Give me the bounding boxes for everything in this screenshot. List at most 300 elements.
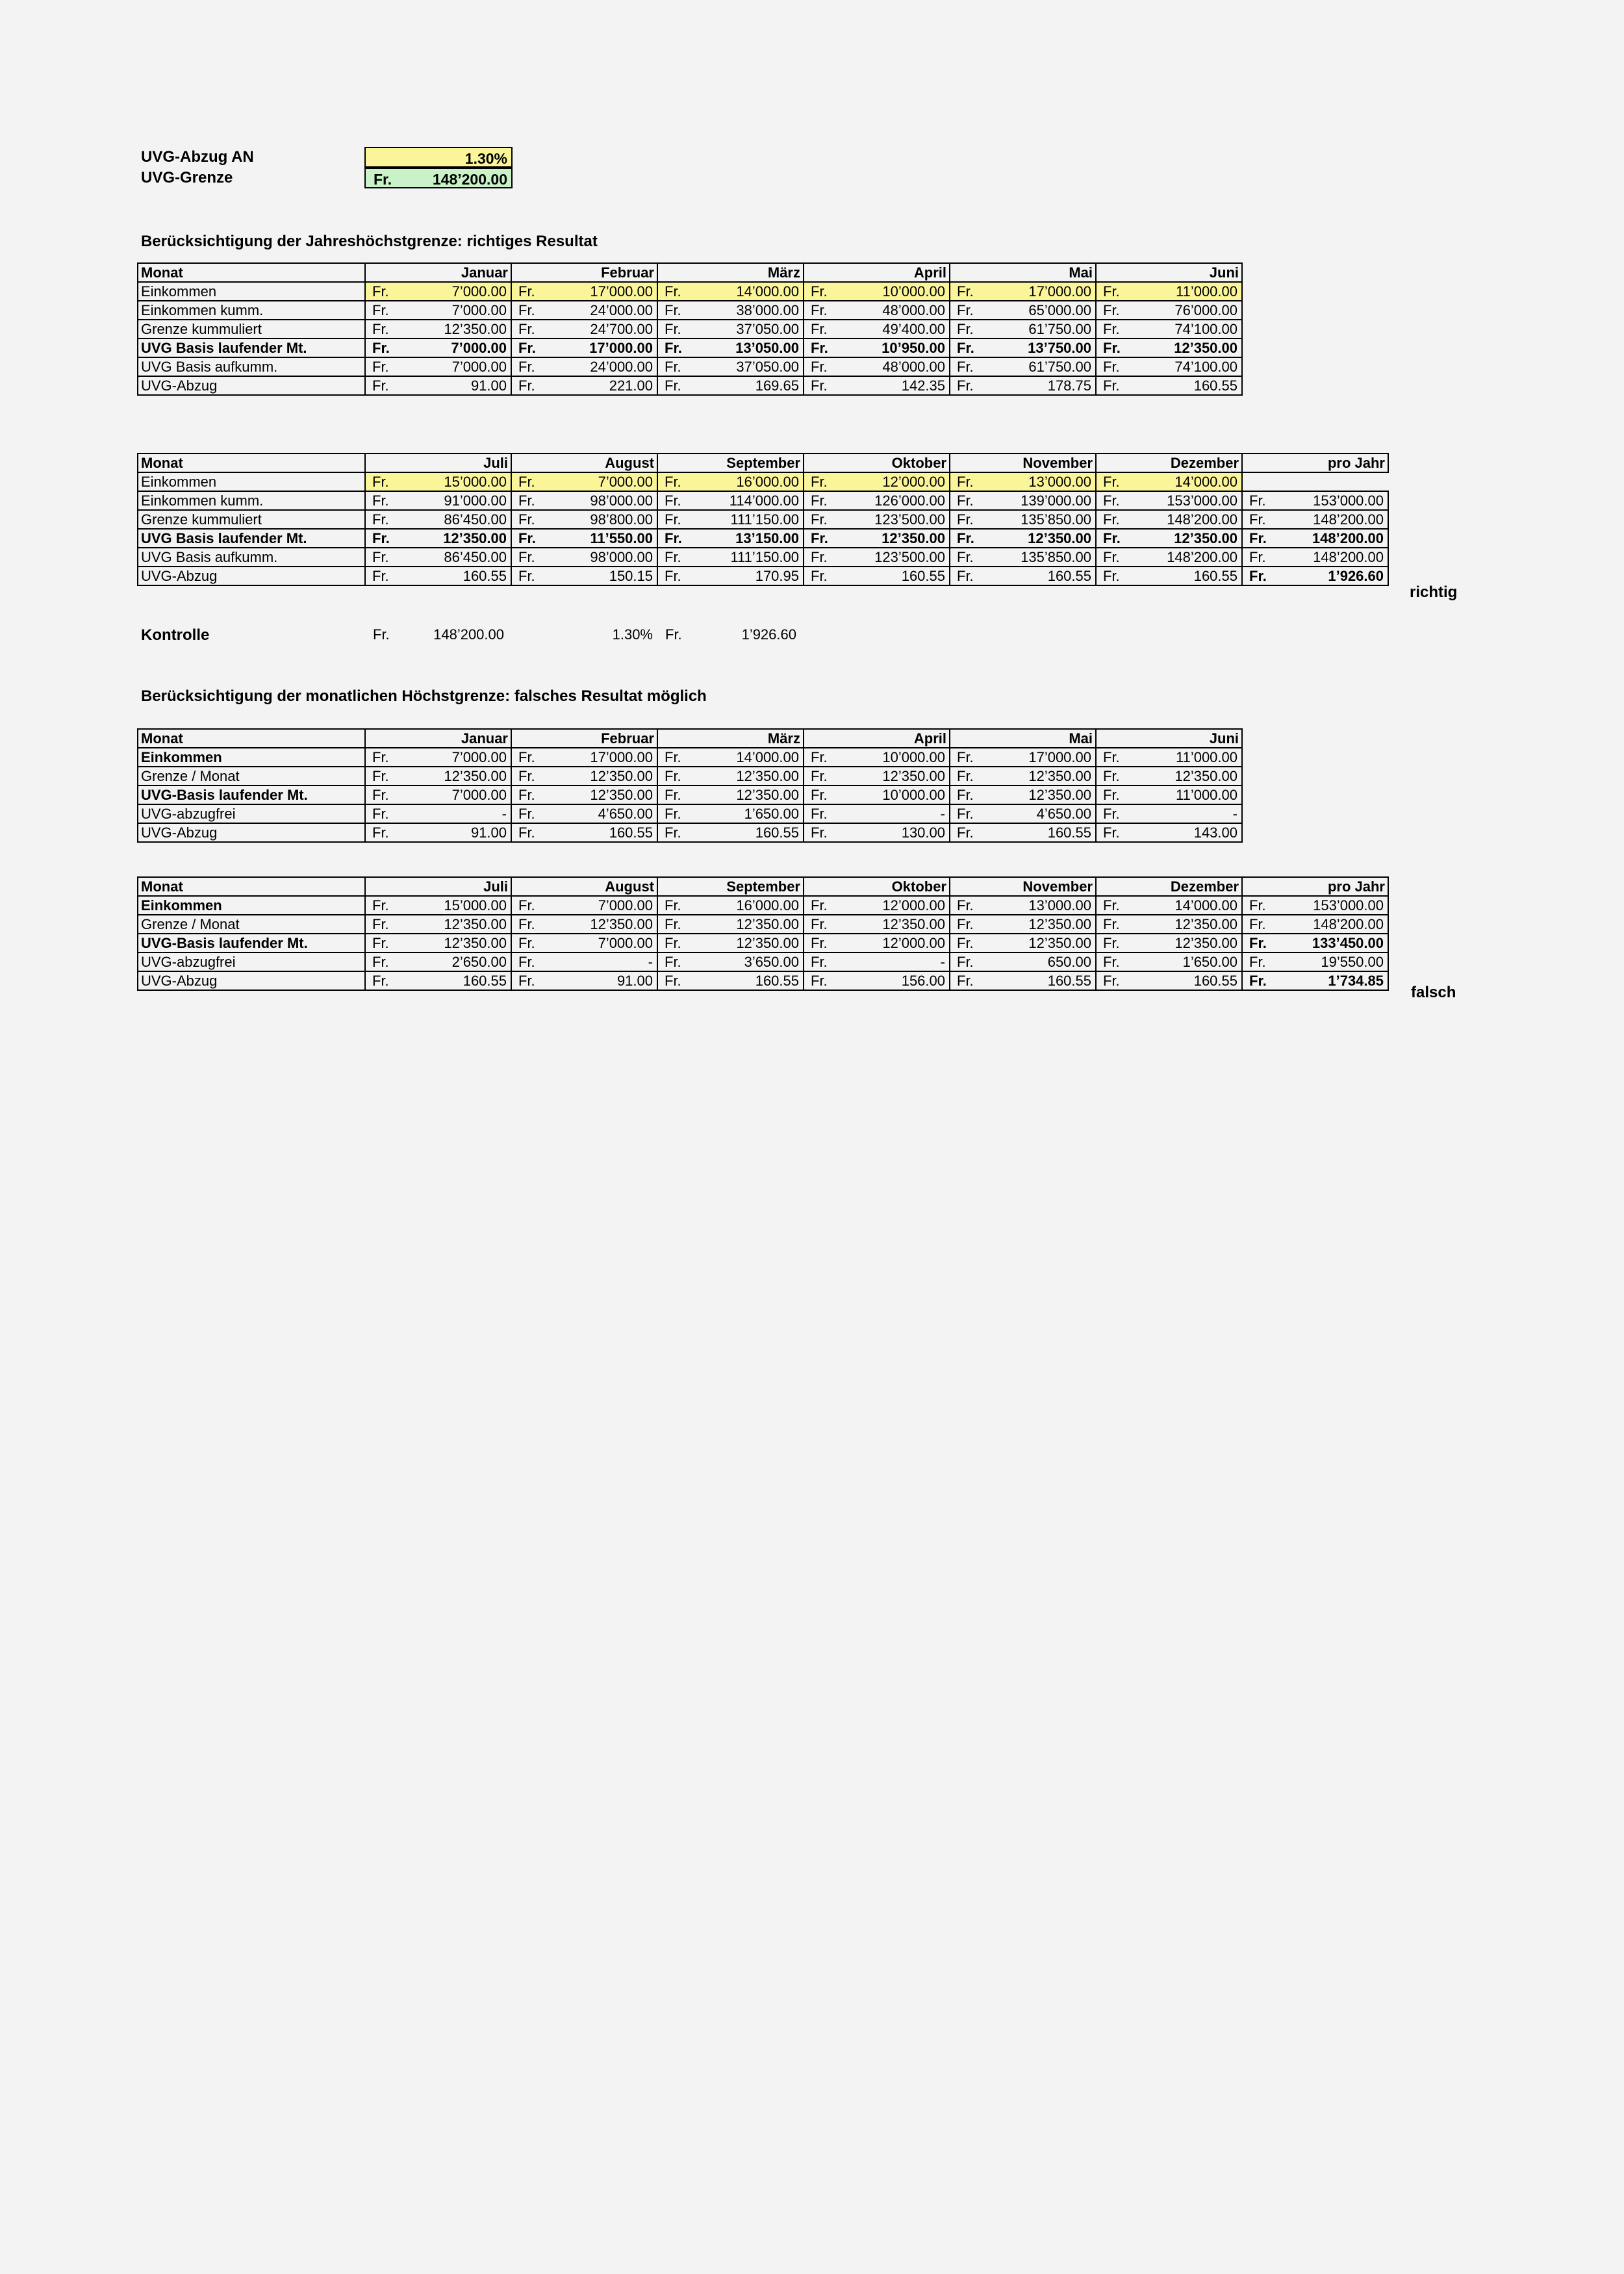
currency-label: Fr.: [372, 320, 389, 337]
currency-label: Fr.: [957, 320, 974, 337]
currency-label: Fr.: [518, 767, 535, 784]
value-cell: [511, 510, 657, 529]
cell-content: [1097, 954, 1241, 971]
value-cell: [950, 320, 1096, 339]
currency-label: Fr.: [518, 972, 535, 989]
currency-label: Fr.: [811, 824, 828, 841]
value-cell: [950, 748, 1096, 767]
cell-value: 3’650.00: [744, 953, 799, 970]
row-label: UVG-Basis laufender Mt.: [138, 786, 365, 804]
cell-content: [658, 897, 803, 914]
currency-label: Fr.: [665, 377, 681, 394]
cell-value: 12’350.00: [444, 934, 507, 951]
value-cell[interactable]: [511, 472, 657, 491]
value-cell: [804, 934, 950, 952]
uvg-abzug-value-cell[interactable]: [364, 147, 513, 168]
row-label: UVG-Abzug: [138, 376, 365, 395]
value-cell: [511, 934, 657, 952]
header-month: [1096, 454, 1242, 472]
result-note-falsch: falsch: [1411, 984, 1456, 1001]
table-row: [138, 357, 1242, 376]
currency-label: Fr.: [811, 320, 828, 337]
value-cell: [365, 823, 511, 842]
row-label: Einkommen: [138, 472, 365, 491]
cell-content: [1243, 916, 1388, 933]
cell-content: [804, 568, 949, 585]
kontrolle-value-1: 148’200.00: [433, 626, 504, 643]
row-label: Grenze kummuliert: [138, 320, 365, 339]
header-label: Juli: [483, 454, 508, 471]
header-month: [1242, 454, 1388, 472]
value-cell: [365, 529, 511, 548]
year-total-cell: [1242, 971, 1388, 990]
value-cell[interactable]: [1096, 282, 1242, 301]
value-cell: [657, 510, 804, 529]
header-row: [138, 454, 1388, 472]
cell-value: -: [1232, 805, 1237, 822]
currency-label: Fr.: [957, 473, 974, 490]
cell-value: 12’350.00: [736, 767, 799, 784]
value-cell: [511, 767, 657, 786]
cell-value: 12’000.00: [882, 473, 945, 490]
cell-value: 7’000.00: [598, 934, 653, 951]
currency-label: Fr.: [1249, 511, 1266, 528]
cell-value: 11’550.00: [590, 530, 653, 546]
cell-value: 4’650.00: [598, 805, 653, 822]
currency-label: Fr.: [957, 530, 974, 546]
cell-value: 7’000.00: [451, 339, 507, 356]
header-month: [1096, 877, 1242, 896]
cell-content: [658, 549, 803, 566]
value-cell: [1096, 548, 1242, 567]
header-month: [365, 454, 511, 472]
cell-value: 48’000.00: [882, 358, 945, 375]
row-label: UVG-Abzug: [138, 971, 365, 990]
value-cell: [657, 767, 804, 786]
row-label: Einkommen: [138, 282, 365, 301]
currency-label: Fr.: [518, 358, 535, 375]
cell-content: [512, 568, 657, 585]
value-cell: [950, 491, 1096, 510]
header-label: Januar: [461, 264, 508, 281]
cell-content: [512, 302, 657, 319]
value-cell: [1096, 376, 1242, 395]
value-cell: [511, 529, 657, 548]
currency-label: Fr.: [518, 511, 535, 528]
value-cell: [804, 567, 950, 585]
cell-value: 1’650.00: [1182, 953, 1237, 970]
cell-content: [658, 474, 803, 491]
cell-content: [658, 768, 803, 785]
cell-content: [804, 954, 949, 971]
value-cell: [804, 529, 950, 548]
value-cell: [1096, 896, 1242, 915]
value-cell: [804, 339, 950, 357]
value-cell: [365, 567, 511, 585]
currency-label: Fr.: [374, 171, 392, 188]
value-cell: [950, 934, 1096, 952]
cell-content: [950, 474, 1095, 491]
cell-content: [658, 749, 803, 766]
currency-label: Fr.: [665, 473, 681, 490]
cell-value: 148’200.00: [1312, 530, 1384, 546]
uvg-grenze-value-cell[interactable]: [364, 168, 513, 188]
header-month: [511, 263, 657, 282]
currency-label: Fr.: [372, 567, 389, 584]
cell-content: [950, 377, 1095, 394]
value-cell: [511, 952, 657, 971]
header-label: September: [726, 878, 800, 895]
value-cell[interactable]: [804, 282, 950, 301]
currency-label: Fr.: [811, 805, 828, 822]
cell-value: 12’350.00: [1174, 934, 1237, 951]
value-cell: [657, 529, 804, 548]
currency-label: Fr.: [1103, 377, 1120, 394]
cell-content: [804, 916, 949, 933]
value-cell: [657, 339, 804, 357]
value-cell[interactable]: [950, 472, 1096, 491]
currency-label: Fr.: [1249, 567, 1267, 584]
cell-value: 12’350.00: [736, 915, 799, 932]
value-cell: [511, 491, 657, 510]
table-row: [138, 529, 1388, 548]
value-cell: [511, 823, 657, 842]
value-cell: [1096, 748, 1242, 767]
currency-label: Fr.: [1103, 786, 1120, 803]
value-cell: [657, 748, 804, 767]
value-cell[interactable]: [365, 282, 511, 301]
year-total-cell: [1242, 472, 1388, 491]
cell-value: 12’350.00: [590, 767, 653, 784]
value-cell: [657, 301, 804, 320]
currency-label: Fr.: [372, 283, 389, 300]
header-label: August: [605, 878, 654, 895]
currency-label: Fr.: [518, 915, 535, 932]
year-total-cell: [1242, 952, 1388, 971]
header-month: [950, 454, 1096, 472]
value-cell[interactable]: [657, 472, 804, 491]
currency-label: Fr.: [372, 897, 389, 913]
currency-label: Fr.: [518, 567, 535, 584]
cell-content: [1097, 359, 1241, 376]
cell-value: 15’000.00: [444, 473, 507, 490]
header-label: November: [1022, 878, 1093, 895]
header-label: Dezember: [1170, 878, 1239, 895]
header-month: [657, 263, 804, 282]
value-cell: [657, 952, 804, 971]
header-month: [511, 729, 657, 748]
currency-label: Fr.: [957, 824, 974, 841]
table-row: [138, 491, 1388, 510]
cell-value: 17’000.00: [590, 283, 653, 300]
header-label: September: [726, 454, 800, 471]
cell-value: 130.00: [901, 824, 945, 841]
cell-content: [1097, 787, 1241, 804]
cell-content: [512, 340, 657, 357]
header-month: [804, 263, 950, 282]
year-total-cell: [1242, 510, 1388, 529]
value-cell: [1096, 804, 1242, 823]
row-label: Einkommen kumm.: [138, 301, 365, 320]
value-cell: [950, 952, 1096, 971]
header-month: [365, 263, 511, 282]
cell-value: 91.00: [470, 824, 507, 841]
cell-value: 114’000.00: [729, 492, 799, 509]
value-cell: [511, 896, 657, 915]
currency-label: Fr.: [1249, 915, 1266, 932]
cell-content: [1097, 377, 1241, 394]
cell-content: [950, 768, 1095, 785]
currency-label: Fr.: [1103, 934, 1120, 951]
cell-value: 65’000.00: [1028, 301, 1091, 318]
value-cell: [365, 301, 511, 320]
currency-label: Fr.: [665, 567, 681, 584]
cell-value: 148’200.00: [1313, 915, 1384, 932]
header-label: August: [605, 454, 654, 471]
value-cell[interactable]: [511, 282, 657, 301]
currency-label: Fr.: [372, 786, 389, 803]
cell-value: 169.65: [755, 377, 799, 394]
value-cell[interactable]: [804, 472, 950, 491]
cell-value: 148’200.00: [1313, 511, 1384, 528]
table-row: [138, 971, 1388, 990]
header-label: Juni: [1209, 264, 1239, 281]
cell-value: 17’000.00: [590, 748, 653, 765]
header-month: [950, 263, 1096, 282]
currency-label: Fr.: [665, 897, 681, 913]
currency-label: Fr.: [1103, 339, 1121, 356]
table-row: [138, 301, 1242, 320]
year-total-cell: [1242, 548, 1388, 567]
section1-title: Berücksichtigung der Jahreshöchstgrenze: richtiges Resultat: [141, 233, 598, 250]
cell-value: 160.55: [463, 972, 507, 989]
cell-content: [658, 954, 803, 971]
cell-content: [658, 511, 803, 528]
cell-value: 14’000.00: [736, 748, 799, 765]
cell-value: 91.00: [616, 972, 653, 989]
section2-title: Berücksichtigung der monatlichen Höchstgrenze: falsches Resultat möglich: [141, 687, 707, 705]
cell-content: [512, 492, 657, 509]
table-row: [138, 804, 1242, 823]
uvg-grenze-value: 148’200.00: [432, 171, 507, 188]
currency-label: Fr.: [518, 473, 535, 490]
currency-label: Fr.: [957, 786, 974, 803]
cell-content: [512, 530, 657, 547]
cell-value: 49’400.00: [882, 320, 945, 337]
currency-label: Fr.: [957, 934, 974, 951]
value-cell: [365, 339, 511, 357]
header-label: Monat: [141, 730, 183, 747]
kontrolle-percent: 1.30%: [612, 626, 653, 643]
currency-label: Fr.: [665, 283, 681, 300]
value-cell: [1096, 320, 1242, 339]
header-label: Dezember: [1170, 454, 1239, 471]
cell-content: [512, 897, 657, 914]
value-cell: [657, 357, 804, 376]
value-cell: [1096, 915, 1242, 934]
cell-value: 24’000.00: [590, 301, 653, 318]
cell-content: [950, 749, 1095, 766]
cell-value: 150.15: [609, 567, 653, 584]
cell-content: [804, 474, 949, 491]
currency-label: Fr.: [957, 377, 974, 394]
value-cell: [511, 339, 657, 357]
value-cell: [1096, 357, 1242, 376]
cell-value: 12’350.00: [590, 786, 653, 803]
kontrolle-currency-1: Fr.: [373, 626, 390, 643]
currency-label: Fr.: [665, 320, 681, 337]
value-cell[interactable]: [950, 282, 1096, 301]
cell-content: [366, 768, 511, 785]
cell-value: 86’450.00: [444, 511, 507, 528]
cell-value: 12’350.00: [1028, 915, 1091, 932]
cell-content: [366, 474, 511, 491]
header-row: [138, 729, 1242, 748]
currency-label: Fr.: [1103, 824, 1120, 841]
cell-value: 17’000.00: [1028, 283, 1091, 300]
cell-value: 7’000.00: [451, 748, 507, 765]
cell-content: [366, 806, 511, 823]
cell-content: [804, 377, 949, 394]
value-cell: [804, 376, 950, 395]
kontrolle-label: Kontrolle: [141, 626, 210, 644]
value-cell: [511, 915, 657, 934]
currency-label: Fr.: [665, 339, 682, 356]
currency-label: Fr.: [1103, 492, 1120, 509]
value-cell: [511, 971, 657, 990]
currency-label: Fr.: [811, 339, 828, 356]
cell-value: 148’200.00: [1313, 548, 1384, 565]
cell-value: 12’350.00: [590, 915, 653, 932]
cell-value: 143.00: [1193, 824, 1237, 841]
cell-content: [512, 377, 657, 394]
cell-value: -: [940, 805, 945, 822]
cell-value: 160.55: [1193, 377, 1237, 394]
section1-table-b: [137, 453, 1389, 586]
cell-value: 111’150.00: [730, 548, 799, 565]
cell-content: [366, 359, 511, 376]
value-cell[interactable]: [365, 472, 511, 491]
header-monat: [138, 263, 365, 282]
cell-content: [366, 283, 511, 300]
cell-content: [658, 530, 803, 547]
header-month: [950, 877, 1096, 896]
year-total-cell: [1242, 934, 1388, 952]
currency-label: Fr.: [372, 934, 389, 951]
cell-content: [658, 359, 803, 376]
row-label: UVG-Abzug: [138, 823, 365, 842]
cell-value: 12’350.00: [736, 934, 799, 951]
cell-content: [658, 787, 803, 804]
cell-content: [366, 935, 511, 952]
currency-label: Fr.: [1249, 897, 1266, 913]
cell-value: 17’000.00: [589, 339, 653, 356]
cell-content: [950, 973, 1095, 990]
currency-label: Fr.: [372, 972, 389, 989]
cell-content: [1243, 549, 1388, 566]
cell-content: [658, 824, 803, 841]
table-row: [138, 320, 1242, 339]
cell-value: 160.55: [1193, 972, 1237, 989]
cell-value: 135’850.00: [1021, 511, 1091, 528]
value-cell: [804, 804, 950, 823]
currency-label: Fr.: [957, 748, 974, 765]
currency-label: Fr.: [811, 897, 828, 913]
currency-label: Fr.: [811, 492, 828, 509]
currency-label: Fr.: [811, 473, 828, 490]
cell-content: [950, 916, 1095, 933]
cell-content: [1097, 568, 1241, 585]
value-cell: [804, 301, 950, 320]
value-cell[interactable]: [1096, 472, 1242, 491]
currency-label: Fr.: [1103, 748, 1120, 765]
cell-content: [1097, 321, 1241, 338]
value-cell: [511, 804, 657, 823]
cell-value: 74’100.00: [1174, 320, 1237, 337]
value-cell: [657, 823, 804, 842]
cell-value: 12’350.00: [882, 915, 945, 932]
value-cell: [1096, 767, 1242, 786]
cell-content: [950, 568, 1095, 585]
currency-label: Fr.: [372, 377, 389, 394]
currency-label: Fr.: [518, 897, 535, 913]
cell-content: [1097, 935, 1241, 952]
header-label: November: [1022, 454, 1093, 471]
cell-content: [366, 511, 511, 528]
value-cell: [950, 896, 1096, 915]
currency-label: Fr.: [1103, 320, 1120, 337]
cell-content: [366, 302, 511, 319]
value-cell: [511, 320, 657, 339]
currency-label: Fr.: [957, 805, 974, 822]
value-cell[interactable]: [657, 282, 804, 301]
currency-label: Fr.: [372, 511, 389, 528]
currency-label: Fr.: [1249, 953, 1266, 970]
value-cell: [511, 567, 657, 585]
currency-label: Fr.: [811, 786, 828, 803]
cell-value: 12’350.00: [444, 767, 507, 784]
value-cell: [1096, 301, 1242, 320]
cell-content: [658, 568, 803, 585]
value-cell: [365, 934, 511, 952]
currency-label: Fr.: [372, 805, 389, 822]
row-label: Grenze kummuliert: [138, 510, 365, 529]
value-cell: [365, 952, 511, 971]
cell-content: [512, 749, 657, 766]
value-cell: [657, 934, 804, 952]
cell-value: 11’000.00: [1175, 786, 1237, 803]
value-cell: [1096, 786, 1242, 804]
cell-value: 12’350.00: [1174, 767, 1237, 784]
currency-label: Fr.: [665, 824, 681, 841]
value-cell: [511, 548, 657, 567]
cell-content: [804, 824, 949, 841]
currency-label: Fr.: [665, 934, 681, 951]
currency-label: Fr.: [957, 548, 974, 565]
cell-value: 139’000.00: [1021, 492, 1091, 509]
value-cell: [950, 357, 1096, 376]
value-cell: [804, 767, 950, 786]
currency-label: Fr.: [665, 301, 681, 318]
currency-label: Fr.: [372, 301, 389, 318]
cell-content: [512, 824, 657, 841]
table-row: [138, 376, 1242, 395]
cell-value: 7’000.00: [451, 301, 507, 318]
cell-value: 14’000.00: [1174, 473, 1237, 490]
currency-label: Fr.: [372, 339, 390, 356]
currency-label: Fr.: [1103, 530, 1121, 546]
value-cell: [1096, 823, 1242, 842]
